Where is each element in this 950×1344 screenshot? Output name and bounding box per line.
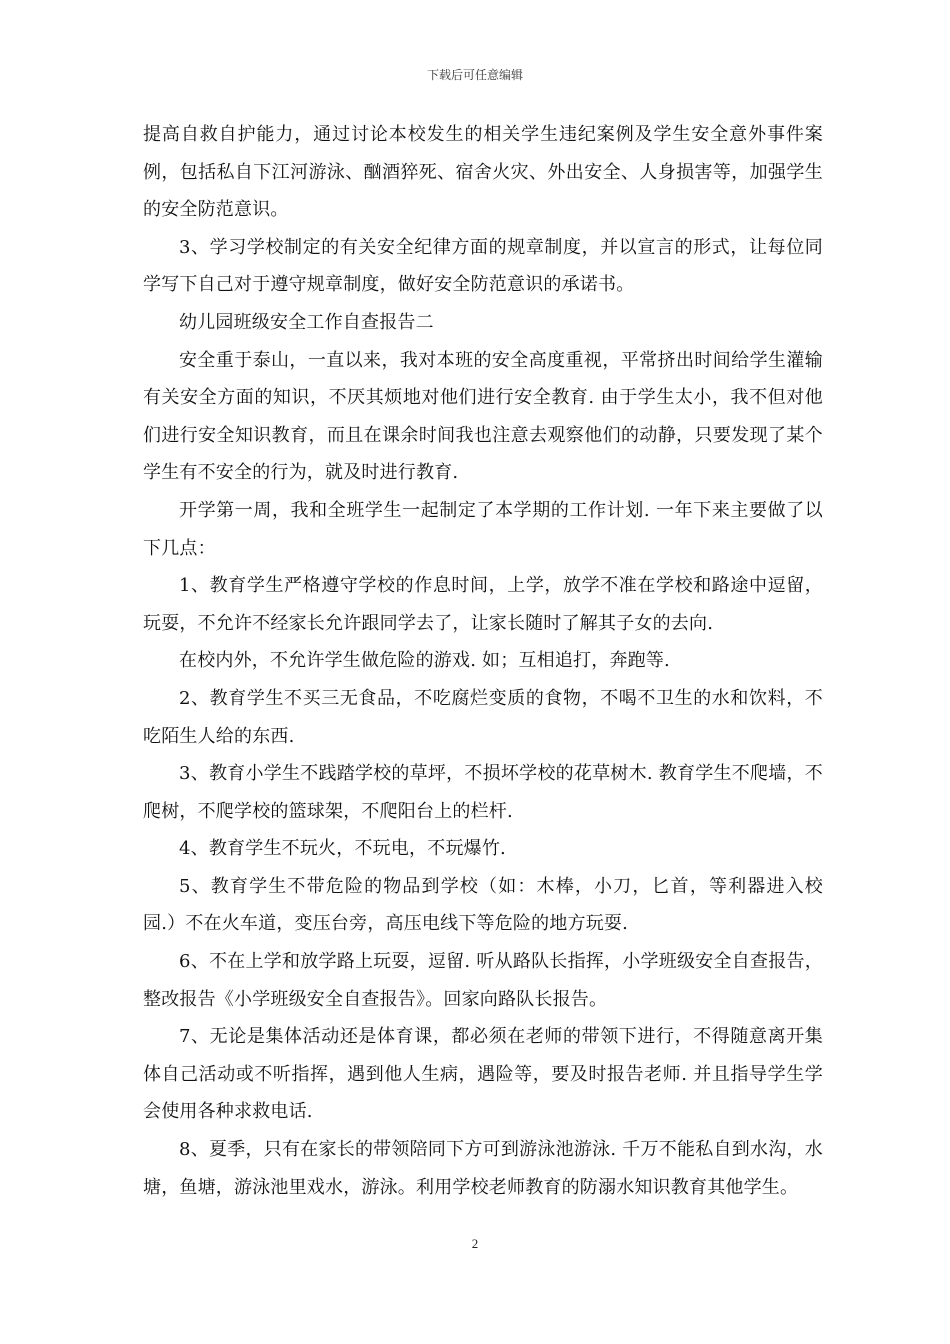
list-item: 3、教育小学生不践踏学校的草坪，不损坏学校的花草树木. 教育学生不爬墙，不爬树，不爬学校的篮球架，不爬阳台上的栏杆. [143, 763, 823, 822]
document-body [143, 116, 823, 1206]
list-item: 5、教育学生不带危险的物品到学校（如：木棒，小刀，匕首，等利器进入校园.）不在火车道，变压台旁，高压电线下等危险的地方玩耍. [143, 875, 823, 935]
section-title: 幼儿园班级安全工作自查报告二 [179, 311, 434, 333]
list-item: 8、夏季，只有在家长的带领陪同下方可到游泳池游泳. 千万不能私自到水沟，水塘，鱼塘，游泳池里戏水，游泳。利用学校老师教育的防溺水知识教育其他学生。 [143, 1139, 823, 1198]
paragraph: 3、学习学校制定的有关安全纪律方面的规章制度，并以宣言的形式，让每位同学写下自己对于遵守规章制度，做好安全防范意识的承诺书。 [143, 236, 823, 296]
list-item: 1、教育学生严格遵守学校的作息时间，上学，放学不准在学校和路途中逗留，玩耍，不允许不经家长允许跟同学去了，让家长随时了解其子女的去向. [143, 575, 823, 634]
paragraph: 提高自救自护能力，通过讨论本校发生的相关学生违纪案例及学生安全意外事件案例，包括私自下江河游泳、酗酒猝死、宿舍火灾、外出安全、人身损害等，加强学生的安全防范意识。 [143, 124, 823, 221]
paragraph: 安全重于泰山，一直以来，我对本班的安全高度重视，平常挤出时间给学生灌输有关安全方面的知识，不厌其烦地对他们进行安全教育. 由于学生太小，我不但对他们进行安全知识教育，而且在课余时间我也注意去观察他们的动静，只要发现了某个学生有不安全的行为，就及时进行教育. [143, 349, 823, 484]
paragraph: 开学第一周，我和全班学生一起制定了本学期的工作计划. 一年下来主要做了以下几点： [143, 499, 823, 559]
list-item: 4、教育学生不玩火，不玩电，不玩爆竹. [179, 838, 506, 860]
page-header: 下载后可任意编辑 [426, 68, 523, 82]
list-item: 7、无论是集体活动还是体育课，都必须在老师的带领下进行，不得随意离开集体自己活动或不听指挥，遇到他人生病，遇险等，要及时报告老师. 并且指导学生学会使用各种求救电话. [143, 1026, 823, 1123]
page-number: 2 [471, 1236, 479, 1251]
list-item: 2、教育学生不买三无食品，不吃腐烂变质的食物，不喝不卫生的水和饮料，不吃陌生人给的东西. [143, 687, 823, 747]
list-item: 6、不在上学和放学路上玩耍，逗留. 听从路队长指挥，小学班级安全自查报告，整改报告《小学班级安全自查报告》。回家向路队长报告。 [143, 951, 823, 1010]
paragraph: 在校内外，不允许学生做危险的游戏. 如；互相追打，奔跑等. [179, 650, 670, 672]
